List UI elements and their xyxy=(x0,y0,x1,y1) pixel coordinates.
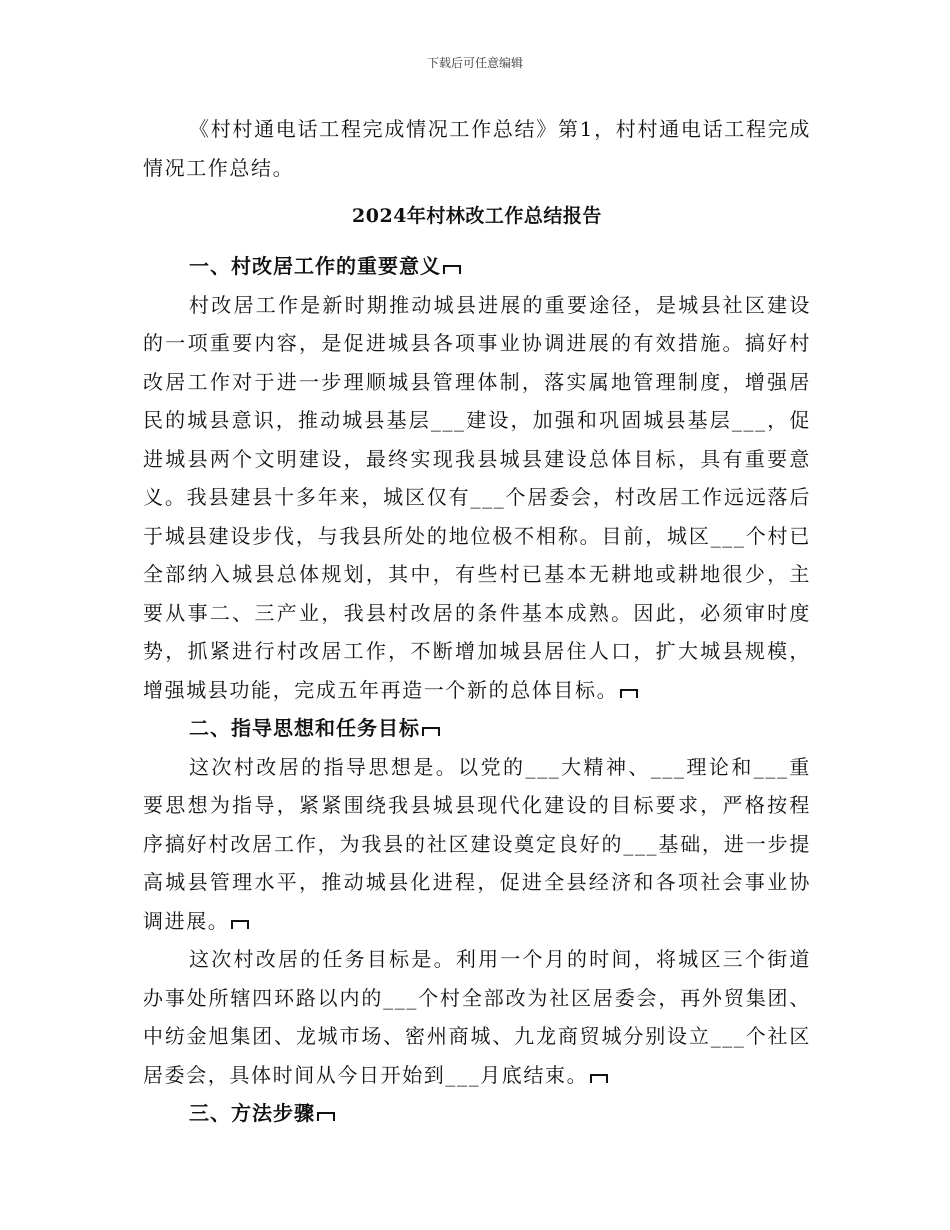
paragraph-mark-icon xyxy=(443,263,461,275)
document-title: 2024年村林改工作总结报告 xyxy=(352,205,602,227)
paragraph-mark-icon xyxy=(620,687,638,699)
section-heading-2 xyxy=(143,709,811,748)
paragraph-mark-icon xyxy=(231,918,249,930)
paragraph-text: 这次村改居的指导思想是。以党的___大精神、___理论和___重要思想为指导，紧紧围绕我县城县现代化建设的目标要求，严格按程序搞好村改居工作，为我县的社区建设奠定良好的___基础，进一步提高城县管理水平，推动城县化进程，促进全县经济和各项社会事业协调进展。 xyxy=(143,754,811,933)
section-paragraph xyxy=(143,286,811,710)
section-heading-3 xyxy=(143,1094,811,1133)
section-heading-1 xyxy=(143,247,811,286)
section-heading-text: 二、指导思想和任务目标 xyxy=(189,716,420,740)
paragraph-mark-icon xyxy=(590,1072,608,1084)
paragraph-mark-icon xyxy=(422,725,440,737)
paragraph-mark-icon xyxy=(317,1110,335,1122)
section-heading-text: 一、村改居工作的重要意义 xyxy=(189,254,441,278)
page-header: 下载后可任意编辑 xyxy=(426,56,523,70)
paragraph-text: 这次村改居的任务目标是。利用一个月的时间，将城区三个街道办事处所辖四环路以内的___个村全部改为社区居委会，再外贸集团、中纺金旭集团、龙城市场、密州商城、九龙商贸城分别设立___个社区居委会，具体时间从今日开始到___月底结束。 xyxy=(143,947,811,1087)
section-heading-text: 三、方法步骤 xyxy=(189,1101,315,1125)
section-paragraph xyxy=(143,748,811,941)
intro-paragraph: 《村村通电话工程完成情况工作总结》第1，村村通电话工程完成情况工作总结。 xyxy=(143,117,811,180)
paragraph-text: 村改居工作是新时期推动城县进展的重要途径，是城县社区建设的一项重要内容，是促进城县各项事业协调进展的有效措施。搞好村改居工作对于进一步理顺城县管理体制，落实属地管理制度，增强居民的城县意识，推动城县基层___建设，加强和巩固城县基层___，促进城县两个文明建设，最终实现我县城县建设总体目标，具有重要意义。我县建县十多年来，城区仅有___个居委会，村改居工作远远落后于城县建设步伐，与我县所处的地位极不相称。目前，城区___个村已全部纳入城县总体规划，其中，有些村已基本无耕地或耕地很少，主要从事二、三产业，我县村改居的条件基本成熟。因此，必须审时度势，抓紧进行村改居工作，不断增加城县居住人口，扩大城县规模，增强城县功能，完成五年再造一个新的总体目标。 xyxy=(143,292,811,702)
section-paragraph xyxy=(143,940,811,1094)
document-body xyxy=(143,110,811,1133)
